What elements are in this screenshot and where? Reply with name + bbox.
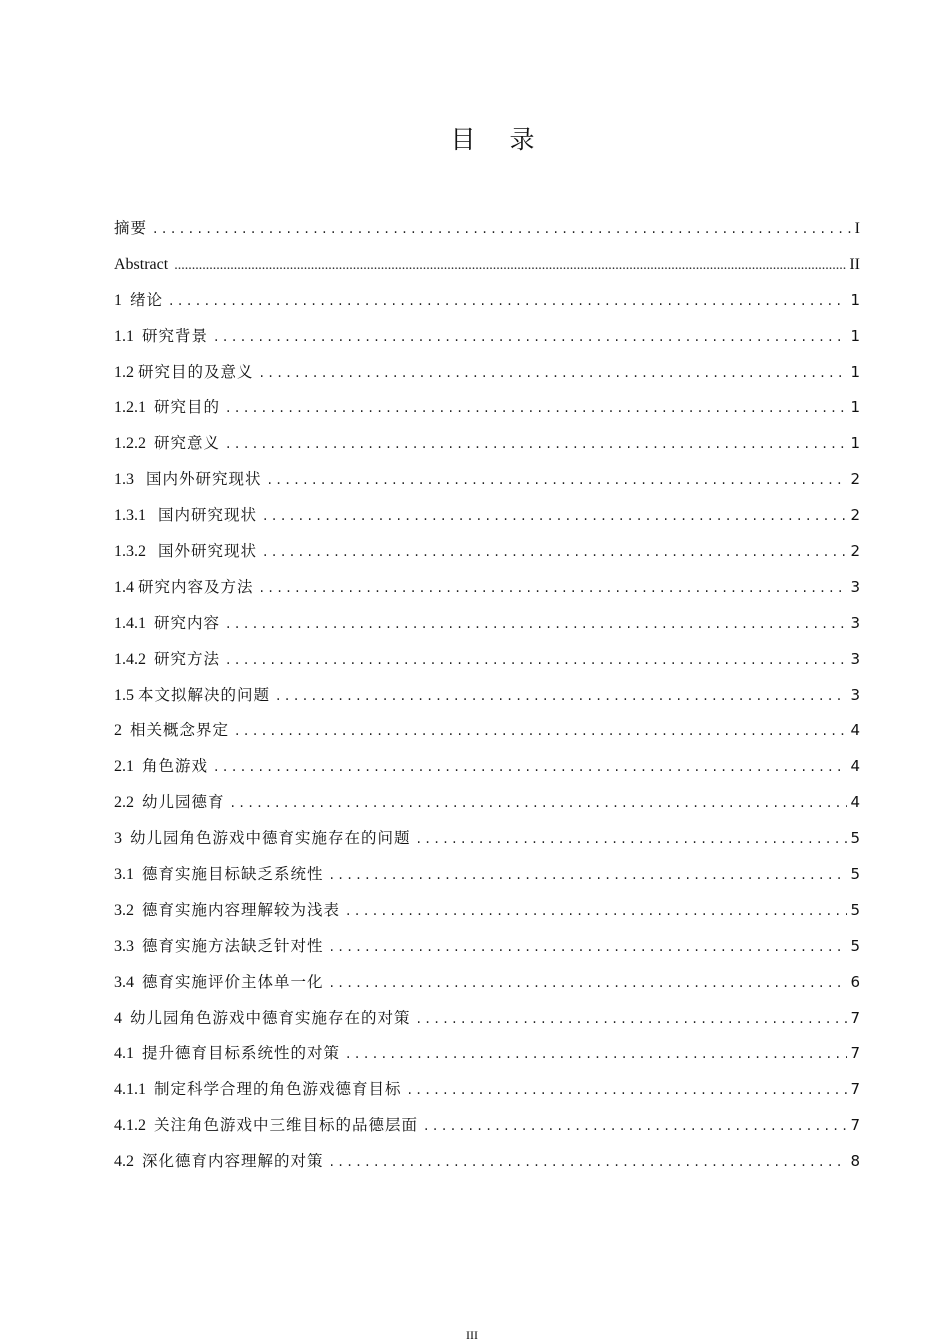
dot-leader — [330, 858, 848, 894]
toc-page-number: I — [854, 220, 860, 237]
toc-page-number: 1 — [850, 290, 860, 309]
toc-entry[interactable] — [114, 1001, 860, 1037]
toc-entry[interactable] — [114, 355, 860, 391]
toc-entry[interactable] — [114, 462, 860, 498]
toc-page-number: 4 — [850, 721, 860, 740]
toc-page-number: 3 — [850, 685, 860, 704]
dot-leader — [169, 284, 847, 320]
toc-page-number: 5 — [850, 829, 860, 848]
toc-entry-label: 3.2 德育实施内容理解较为浅表 — [114, 900, 341, 919]
toc-entry[interactable] — [114, 893, 860, 929]
dot-leader — [153, 212, 852, 248]
table-of-contents — [114, 211, 860, 1180]
toc-entry[interactable] — [114, 785, 860, 821]
toc-entry-abstract-en[interactable] — [114, 247, 860, 283]
toc-page-number: 3 — [850, 577, 860, 596]
toc-page-number: II — [849, 255, 860, 273]
dot-leader — [276, 679, 847, 715]
dot-leader — [231, 786, 848, 822]
footer-page-number: III — [466, 1328, 478, 1342]
dot-leader — [417, 1002, 848, 1038]
toc-page-number: 2 — [850, 542, 860, 561]
toc-entry[interactable] — [114, 570, 860, 606]
toc-entry-abstract-cn[interactable] — [114, 211, 860, 247]
dot-leader — [268, 463, 848, 499]
toc-page-number: 7 — [850, 1044, 860, 1063]
toc-page-number: 3 — [850, 649, 860, 668]
toc-page-number: 5 — [850, 900, 860, 919]
dot-leader — [417, 822, 848, 858]
toc-entry[interactable] — [114, 1108, 860, 1144]
toc-entry[interactable] — [114, 857, 860, 893]
toc-entry-label: 1 绪论 — [114, 290, 164, 309]
toc-page-number: 1 — [850, 326, 860, 345]
toc-entry-label: 1.4.1 研究内容 — [114, 613, 221, 632]
toc-entry-label: 2.2 幼儿园德育 — [114, 793, 225, 812]
toc-entry[interactable] — [114, 965, 860, 1001]
dot-leader — [330, 930, 848, 966]
dot-leader — [226, 643, 847, 679]
toc-entry-label: 4.1.1 制定科学合理的角色游戏德育目标 — [114, 1080, 402, 1099]
toc-entry[interactable] — [114, 1144, 860, 1180]
dot-leader — [214, 320, 847, 356]
toc-entry[interactable] — [114, 713, 860, 749]
toc-entry-label: 1.4.2 研究方法 — [114, 649, 221, 668]
dot-leader — [330, 966, 848, 1002]
toc-entry-label: 1.4 研究内容及方法 — [114, 577, 254, 596]
toc-entry[interactable] — [114, 749, 860, 785]
toc-page-number: 6 — [850, 972, 860, 991]
toc-entry-label: 摘要 — [114, 219, 148, 237]
toc-entry[interactable] — [114, 929, 860, 965]
toc-page-number: 5 — [850, 936, 860, 955]
toc-entry[interactable] — [114, 390, 860, 426]
title-char-2: 录 — [509, 125, 535, 154]
dot-leader — [260, 356, 848, 392]
toc-entry[interactable] — [114, 283, 860, 319]
toc-entry-label: 1.2 研究目的及意义 — [114, 362, 254, 381]
toc-page-number: 4 — [850, 757, 860, 776]
toc-entry[interactable] — [114, 606, 860, 642]
toc-entry-label: 4.2 深化德育内容理解的对策 — [114, 1152, 324, 1171]
dot-leader — [263, 499, 847, 535]
dot-leader — [330, 1145, 848, 1181]
toc-page-number: 3 — [850, 613, 860, 632]
dot-leader — [424, 1109, 847, 1145]
toc-entry[interactable] — [114, 498, 860, 534]
toc-entry[interactable] — [114, 1036, 860, 1072]
toc-page-number: 7 — [850, 1080, 860, 1099]
toc-page-number: 1 — [850, 398, 860, 417]
toc-entry[interactable] — [114, 319, 860, 355]
toc-entry[interactable] — [114, 678, 860, 714]
toc-page-number: 4 — [850, 793, 860, 812]
toc-entry-label: Abstract — [114, 255, 169, 273]
title-char-1: 目 — [450, 125, 476, 154]
toc-entry-label: 4.1.2 关注角色游戏中三维目标的品德层面 — [114, 1116, 419, 1135]
toc-page-number: 7 — [850, 1116, 860, 1135]
toc-page-number: 8 — [850, 1152, 860, 1171]
toc-entry-label: 1.3.2 国外研究现状 — [114, 542, 258, 561]
dot-leader — [263, 535, 847, 571]
page-title — [0, 120, 950, 156]
toc-entry-label: 3.4 德育实施评价主体单一化 — [114, 972, 324, 991]
dot-leader — [235, 714, 847, 750]
toc-entry-label: 3 幼儿园角色游戏中德育实施存在的问题 — [114, 829, 411, 848]
toc-entry-label: 4 幼儿园角色游戏中德育实施存在的对策 — [114, 1008, 411, 1027]
toc-page-number: 2 — [850, 470, 860, 489]
toc-page-number: 2 — [850, 506, 860, 525]
dot-leader — [408, 1073, 848, 1109]
dot-leader — [174, 248, 846, 284]
dot-leader — [346, 894, 847, 930]
toc-page-number: 1 — [850, 362, 860, 381]
toc-entry[interactable] — [114, 534, 860, 570]
toc-entry-label: 1.3 国内外研究现状 — [114, 470, 262, 489]
dot-leader — [226, 607, 847, 643]
toc-entry[interactable] — [114, 642, 860, 678]
toc-entry-label: 1.1 研究背景 — [114, 326, 209, 345]
toc-entry-label: 1.3.1 国内研究现状 — [114, 506, 258, 525]
toc-entry[interactable] — [114, 821, 860, 857]
toc-page-number: 5 — [850, 865, 860, 884]
toc-entry-label: 3.1 德育实施目标缺乏系统性 — [114, 865, 324, 884]
toc-page-number: 7 — [850, 1008, 860, 1027]
toc-entry-label: 4.1 提升德育目标系统性的对策 — [114, 1044, 341, 1063]
toc-entry-label: 1.2.2 研究意义 — [114, 434, 221, 453]
toc-entry-label: 2.1 角色游戏 — [114, 757, 209, 776]
dot-leader — [214, 750, 847, 786]
dot-leader — [260, 571, 848, 607]
toc-page-number: 1 — [850, 434, 860, 453]
dot-leader — [226, 391, 847, 427]
toc-entry[interactable] — [114, 1072, 860, 1108]
dot-leader — [346, 1037, 847, 1073]
toc-entry-label: 3.3 德育实施方法缺乏针对性 — [114, 936, 324, 955]
toc-entry-label: 1.5 本文拟解决的问题 — [114, 685, 271, 704]
toc-entry-label: 1.2.1 研究目的 — [114, 398, 221, 417]
toc-entry[interactable] — [114, 426, 860, 462]
toc-entry-label: 2 相关概念界定 — [114, 721, 230, 740]
dot-leader — [226, 427, 847, 463]
